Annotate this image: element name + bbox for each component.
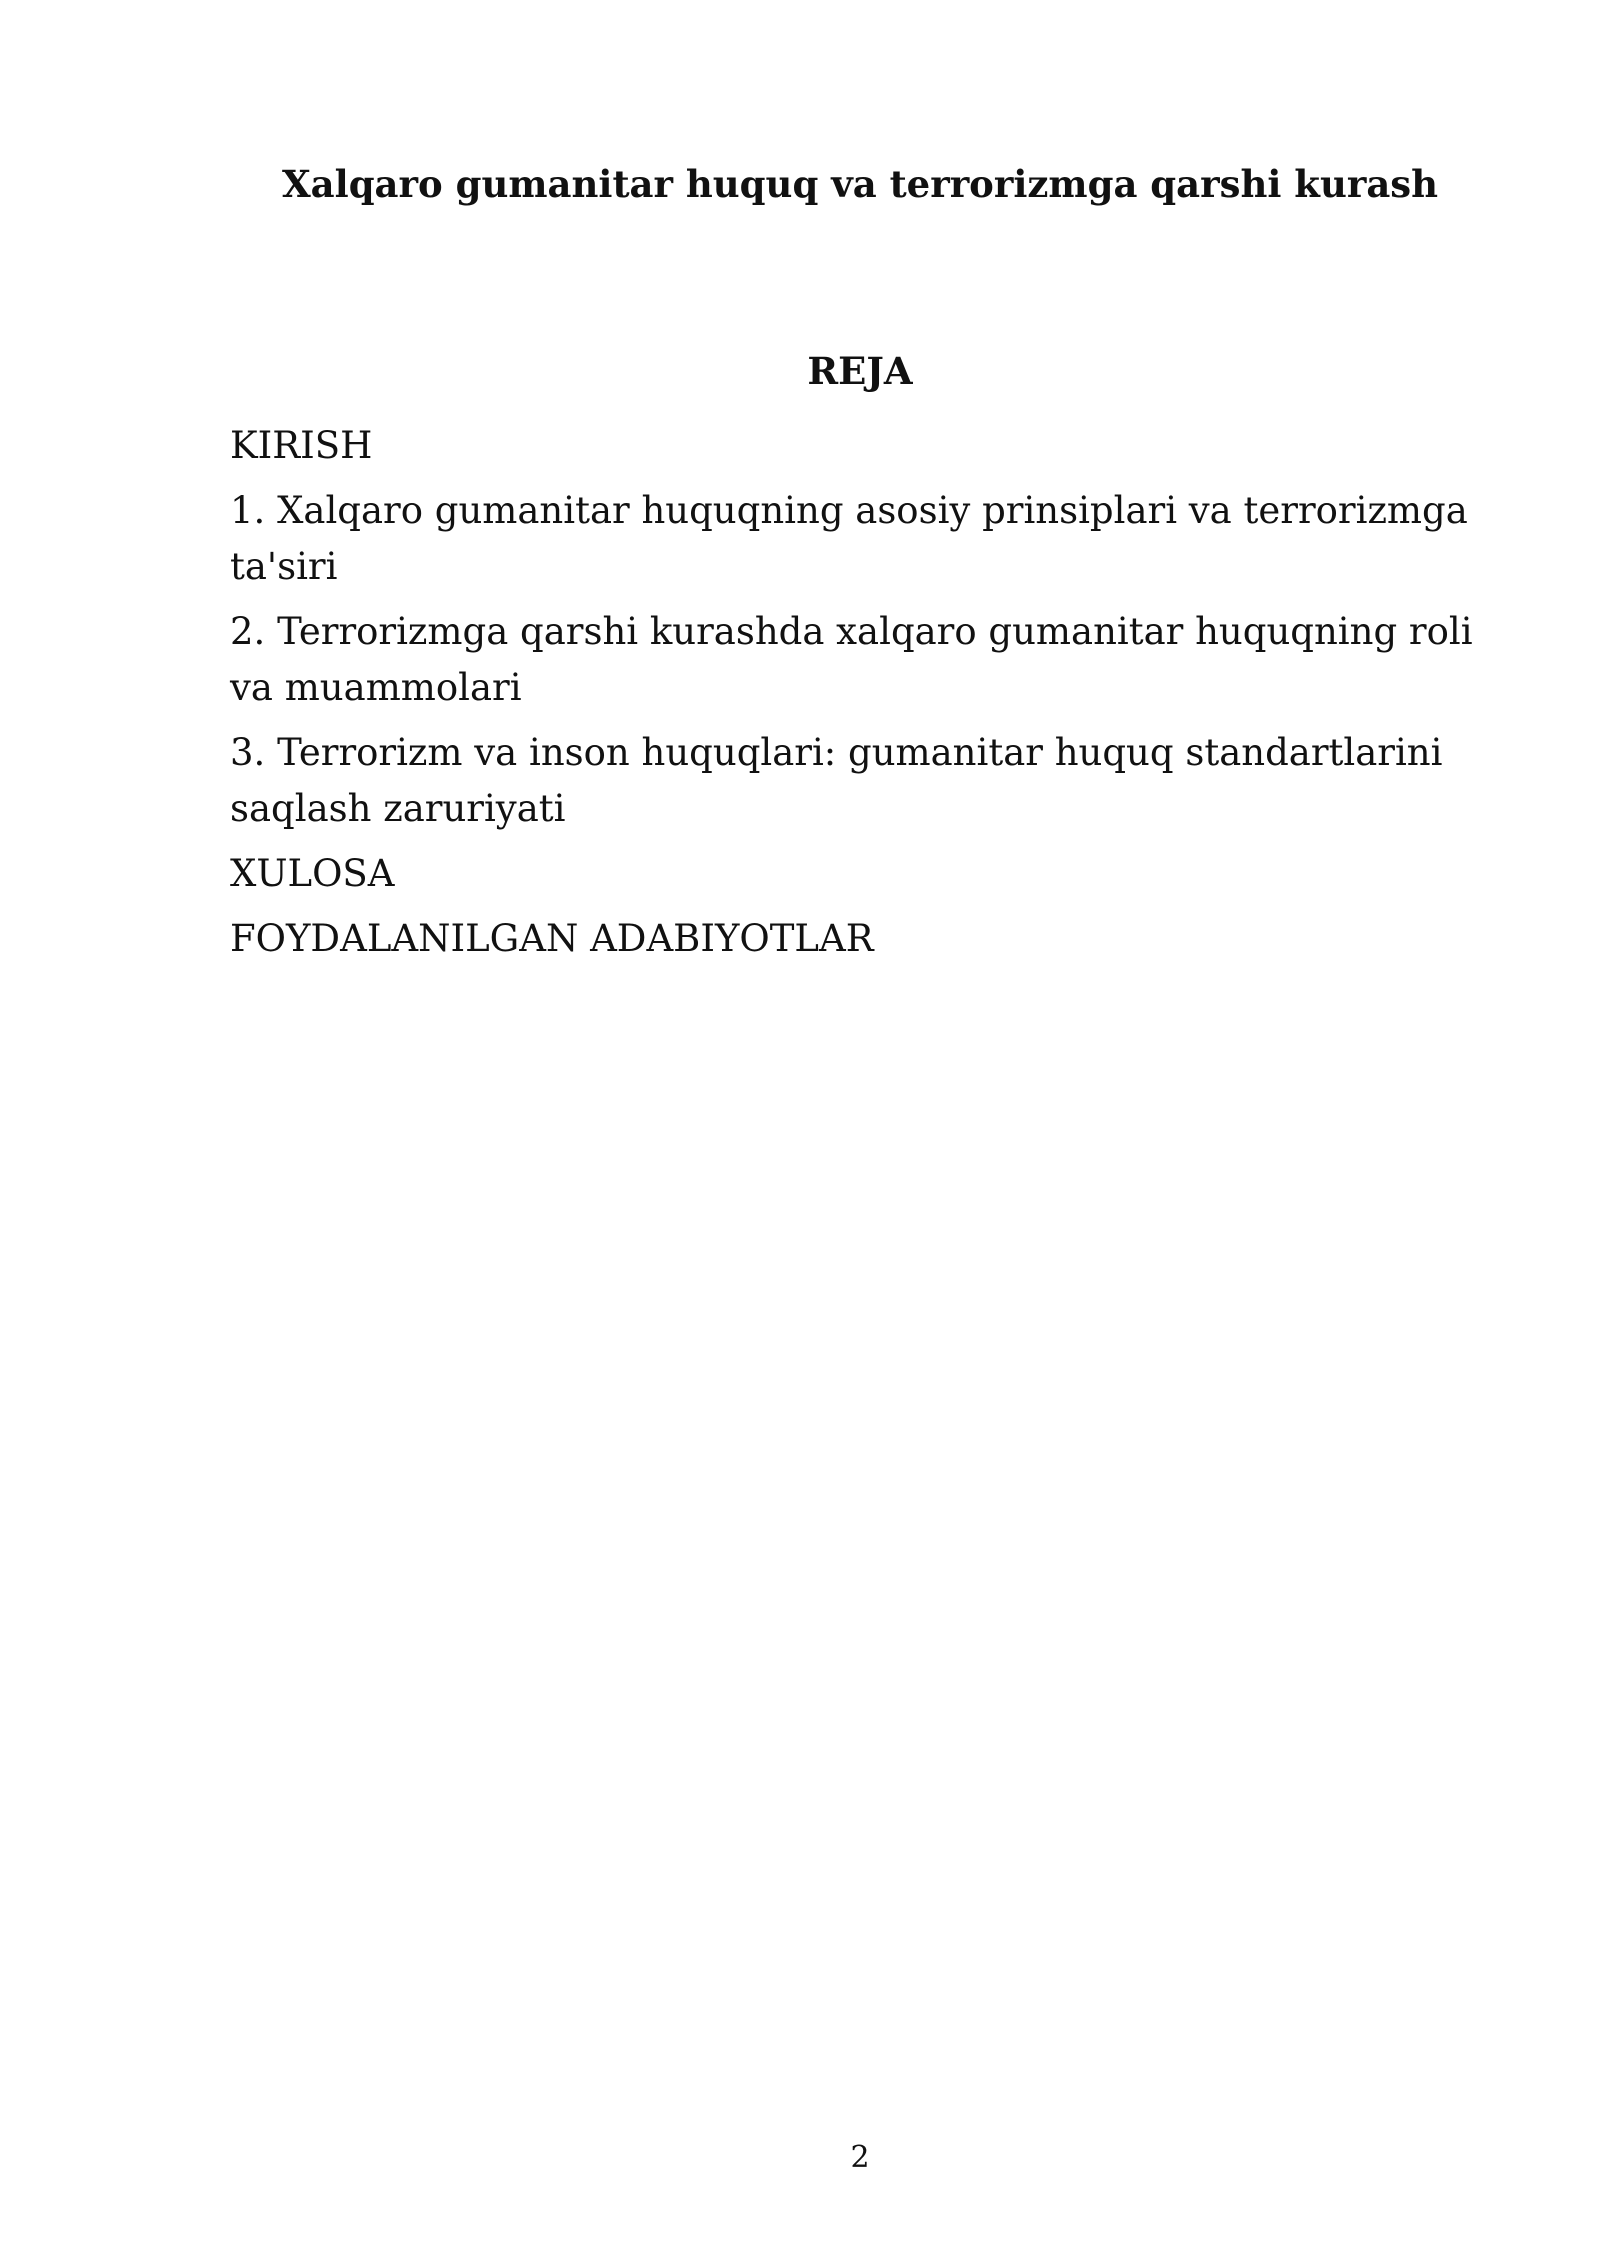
plan-list (230, 418, 1500, 976)
document-title: Xalqaro gumanitar huquq va terrorizmga qarshi kurash (281, 162, 1439, 206)
plan-item-3: 3. Terrorizm va inson huquqlari: gumanitar huquq standartlarini saqlash zaruriyati (230, 731, 1443, 830)
page-number: 2 (850, 2140, 870, 2175)
plan-item-introduction: KIRISH (230, 424, 373, 467)
plan-item-conclusion: XULOSA (230, 852, 395, 895)
plan-item-2: 2. Terrorizmga qarshi kurashda xalqaro gumanitar huquqning roli va muammolari (230, 610, 1473, 709)
plan-item-references: FOYDALANILGAN ADABIYOTLAR (230, 917, 874, 960)
plan-heading: REJA (807, 349, 913, 393)
plan-item-1: 1. Xalqaro gumanitar huquqning asosiy prinsiplari va terrorizmga ta'siri (230, 489, 1468, 588)
